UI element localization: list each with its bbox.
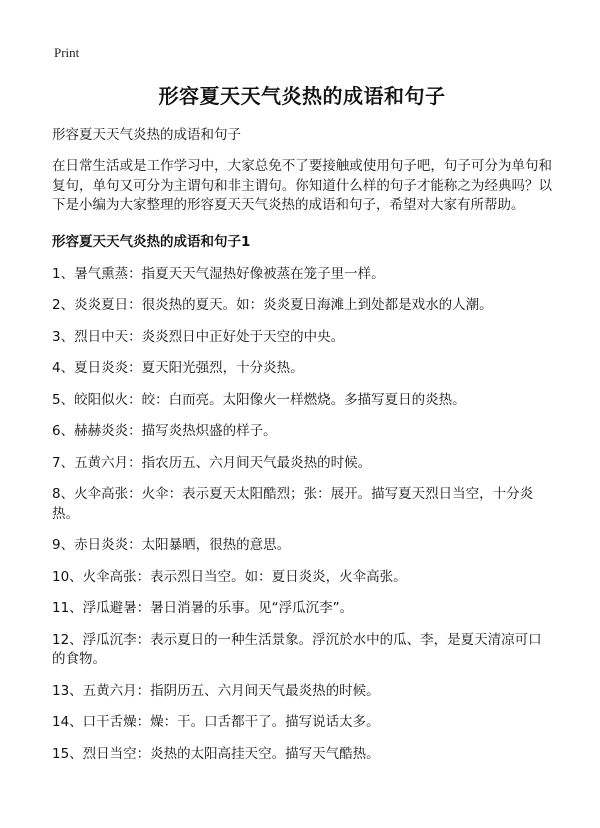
list-item: 4、夏日炎炎：夏天阳光强烈，十分炎热。	[52, 360, 304, 376]
document-title: 形容夏天天气炎热的成语和句子	[158, 84, 446, 108]
list-item: 7、五黄六月：指农历五、六月间天气最炎热的时候。	[52, 454, 372, 471]
list-item: 8、火伞高张：火伞：表示夏天太阳酷烈；张：展开。描写夏天烈日当空，十分炎热。	[52, 486, 534, 522]
list-item: 12、浮瓜沉李：表示夏日的一种生活景象。浮沉於水中的瓜、李，是夏天清凉可口的食物。	[52, 631, 542, 667]
list-item: 2、炎炎夏日：很炎热的夏天。如：炎炎夏日海滩上到处都是戏水的人潮。	[52, 297, 493, 313]
document-subtitle: 形容夏天天气炎热的成语和句子	[52, 127, 241, 143]
list-item: 13、五黄六月：指阴历五、六月间天气最炎热的时候。	[52, 682, 380, 699]
list-item: 11、浮瓜避暑：暑日消暑的乐事。见“浮瓜沉李”。	[52, 600, 354, 616]
list-item: 5、皎阳似火：皎：白而亮。太阳像火一样燃烧。多描写夏日的炎热。	[52, 391, 466, 408]
idiom-list	[52, 265, 552, 765]
list-item: 15、烈日当空：炎热的太阳高挂天空。描写天气酷热。	[52, 745, 380, 762]
list-item: 10、火伞高张：表示烈日当空。如：夏日炎炎，火伞高张。	[52, 568, 407, 585]
list-item: 6、赫赫炎炎：描写炎热炽盛的样子。	[52, 423, 277, 439]
list-item: 9、赤日炎炎：太阳暴晒，很热的意思。	[52, 537, 291, 553]
intro-paragraph: 在日常生活或是工作学习中，大家总免不了要接触或使用句子吧，句子可分为单句和复句，单句又可分为主谓句和非主谓句。你知道什么样的句子才能称之为经典吗？以下是小编为大家整理的形容夏天天气炎热的成语和句子，希望对大家有所帮助。	[52, 158, 552, 213]
section-heading: 形容夏天天气炎热的成语和句子1	[52, 233, 251, 250]
list-item: 14、口干舌燥：燥：干。口舌都干了。描写说话太多。	[52, 714, 380, 730]
print-link[interactable]: Print	[54, 45, 80, 60]
list-item: 3、烈日中天：炎炎烈日中正好处于天空的中央。	[52, 328, 345, 345]
list-item: 1、暑气熏蒸：指夏天天气湿热好像被蒸在笼子里一样。	[52, 265, 385, 282]
